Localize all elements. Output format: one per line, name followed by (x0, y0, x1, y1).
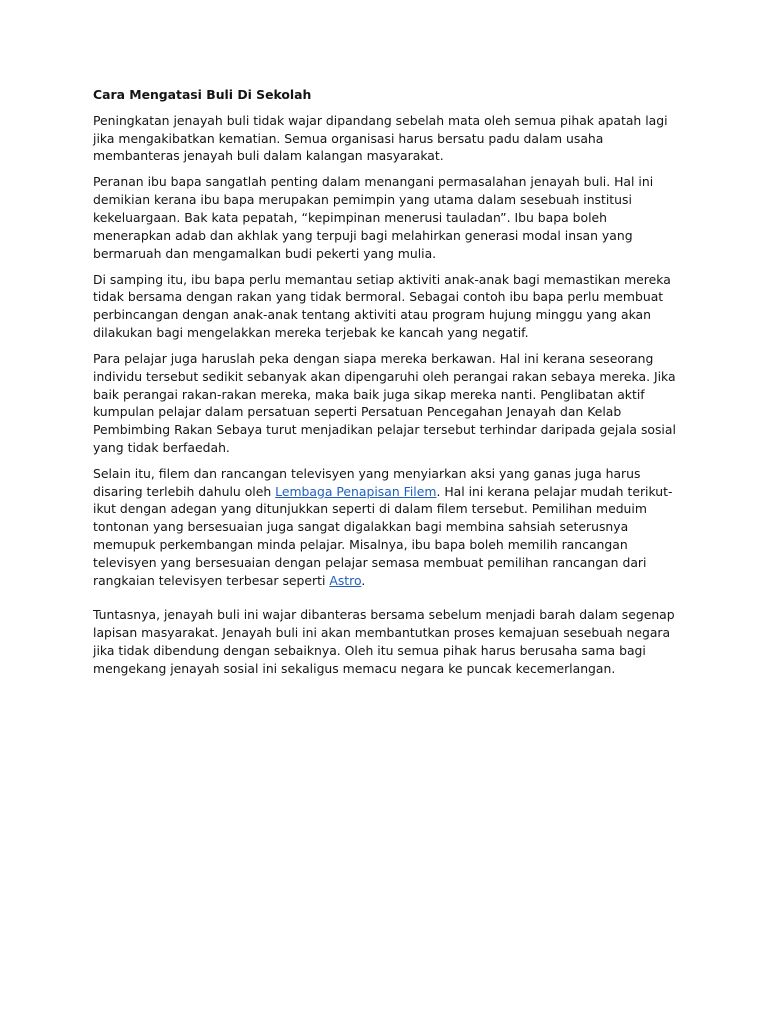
paragraph-parents-monitor: Di samping itu, ibu bapa perlu memantau setiap aktiviti anak-anak bagi memastikan mereka tidak bersama dengan rakan yang tidak bermoral. Sebagai contoh ibu bapa perlu membuat perbincangan dengan anak-anak tentang aktiviti atau program hujung minggu yang akan dilakukan bagi mengelakkan mereka terjebak ke kancah yang negatif. (93, 271, 671, 340)
link-lembaga-penapisan-filem[interactable]: Lembaga Penapisan Filem (275, 483, 437, 499)
paragraph-media-text-start: Selain itu, filem dan rancangan televisyen yang menyiarkan aksi yang ganas juga harus disaring terlebih dahulu oleh (93, 465, 641, 499)
link-astro[interactable]: Astro (329, 572, 362, 588)
document-title: Cara Mengatasi Buli Di Sekolah (93, 87, 312, 102)
paragraph-media (93, 465, 678, 590)
paragraph-peers: Para pelajar juga haruslah peka dengan siapa mereka berkawan. Hal ini kerana seseorang individu tersebut sedikit sebanyak akan dipengaruhi oleh perangai rakan sebaya mereka. Jika baik perangai rakan-rakan mereka, maka baik juga sikap mereka nanti. Penglibatan aktif kumpulan pelajar dalam persatuan seperti Persatuan Pencegahan Jenayah dan Kelab Pembimbing Rakan Sebaya turut menjadikan pelajar tersebut terhindar daripada gejala sosial yang tidak berfaedah. (93, 350, 676, 455)
paragraph-parents-role: Peranan ibu bapa sangatlah penting dalam menangani permasalahan jenayah buli. Hal ini demikian kerana ibu bapa merupakan pemimpin yang utama dalam sesebuah institusi kekeluargaan. Bak kata pepatah, “kepimpinan menerusi tauladan”. Ibu bapa boleh menerapkan adab dan akhlak yang terpuji bagi melahirkan generasi modal insan yang bermaruah dan mengamalkan budi pekerti yang mulia. (93, 174, 654, 261)
paragraph-conclusion: Tuntasnya, jenayah buli ini wajar dibanteras bersama sebelum menjadi barah dalam segenap lapisan masyarakat. Jenayah buli ini akan membantutkan proses kemajuan sesebuah negara jika tidak dibendung dengan sebaiknya. Oleh itu semua pihak harus berusaha sama bagi mengekang jenayah sosial ini sekaligus memacu negara ke puncak kecemerlangan. (93, 607, 675, 676)
paragraph-media-text-middle: . Hal ini kerana pelajar mudah terikut-ikut dengan adegan yang ditunjukkan seperti di dalam filem tersebut. Pemilihan meduim tontonan yang bersesuaian juga sangat digalakkan bagi membina sahsiah seterusnya memupuk perkembangan minda pelajar. Misalnya, ibu bapa boleh memilih rancangan televisyen yang bersesuaian dengan pelajar semasa membuat pemilihan rancangan dari rangkaian televisyen terbesar seperti (93, 483, 673, 588)
paragraph-intro: Peningkatan jenayah buli tidak wajar dipandang sebelah mata oleh semua pihak apatah lagi jika mengakibatkan kematian. Semua organisasi harus bersatu padu dalam usaha membanteras jenayah buli dalam kalangan masyarakat. (93, 112, 668, 164)
document-body (93, 86, 678, 686)
paragraph-media-text-end: . (361, 572, 366, 588)
